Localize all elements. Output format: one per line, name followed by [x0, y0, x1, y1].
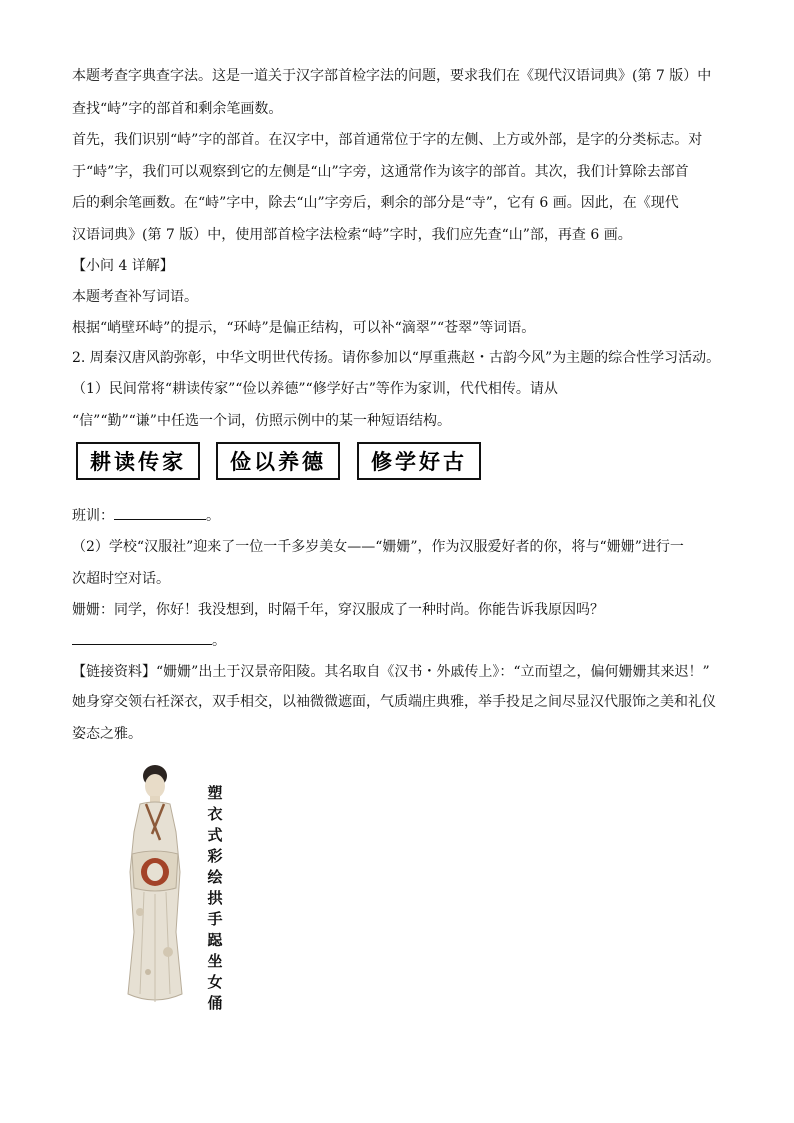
- banxun-label: 班训：: [72, 508, 114, 524]
- text-line: 查找“峙”字的部首和剩余笔画数。: [72, 101, 283, 117]
- text-line: （1）民间常将“耕读传家”“俭以养德”“修学好古”等作为家训，代代相传。请从: [72, 381, 558, 397]
- text-line: 次超时空对话。: [72, 571, 170, 587]
- figurine-image: [110, 762, 200, 1012]
- calligraphy-box: 俭以养德: [216, 442, 340, 480]
- section-heading: 【小问 4 详解】: [72, 258, 174, 274]
- text-line: 汉语词典》(第 7 版）中，使用部首检字法检索“峙”字时，我们应先查“山”部，再查 6 画。: [72, 227, 632, 243]
- dialogue-line: 姗姗：同学，你好！我没想到，时隔千年，穿汉服成了一种时尚。你能告诉我原因吗？: [72, 602, 604, 618]
- answer-blank[interactable]: [72, 644, 212, 645]
- banxun-answer: [72, 504, 220, 528]
- text-line: 后的剩余笔画数。在“峙”字中，除去“山”字旁后，剩余的部分是“寺”，它有 6 画。因此，在《现代: [72, 195, 679, 211]
- text-line: 本题考查补写词语。: [72, 289, 198, 305]
- period: 。: [206, 508, 220, 524]
- text-line: 她身穿交领右衽深衣，双手相交，以袖微微遮面，气质端庄典雅，举手投足之间尽显汉代服饰之美和礼仪: [72, 694, 716, 710]
- text-line: 本题考查字典查字法。这是一道关于汉字部首检字法的问题，要求我们在《现代汉语词典》(第 7 版）中: [72, 68, 712, 84]
- answer-blank[interactable]: [114, 519, 206, 520]
- question-2-2: （2）学校“汉服社”迎来了一位一千多岁美女——“姗姗”，作为汉服爱好者的你，将与“姗姗”进行一: [72, 539, 684, 555]
- link-material: 【链接资料】“姗姗”出土于汉景帝阳陵。其名取自《汉书・外戚传上》：“立而望之，偏何姗姗其来迟！”: [72, 664, 710, 680]
- text-line: 首先，我们识别“峙”字的部首。在汉字中，部首通常位于字的左侧、上方或外部，是字的分类标志。对: [72, 132, 703, 148]
- text-line: 姿态之雅。: [72, 726, 142, 742]
- text-line: 于“峙”字，我们可以观察到它的左侧是“山”字旁，这通常作为该字的部首。其次，我们计算除去部首: [72, 164, 689, 180]
- calligraphy-box: 耕读传家: [76, 442, 200, 480]
- period: 。: [212, 633, 226, 649]
- dialogue-answer: [72, 629, 226, 653]
- calligraphy-box: 修学好古: [357, 442, 481, 480]
- text-line: “信”“勤”“谦”中任选一个词，仿照示例中的某一种短语结构。: [72, 413, 451, 429]
- figure-caption: 塑衣式彩绘拱手跽坐女俑: [207, 784, 223, 1012]
- question-2-stem: 2. 周秦汉唐风韵弥彰，中华文明世代传扬。请你参加以“厚重燕赵・古韵今风”为主题的综合性学习活动。: [72, 350, 721, 366]
- text-line: 根据“峭壁环峙”的提示，“环峙”是偏正结构，可以补“滴翠”“苍翠”等词语。: [72, 320, 536, 336]
